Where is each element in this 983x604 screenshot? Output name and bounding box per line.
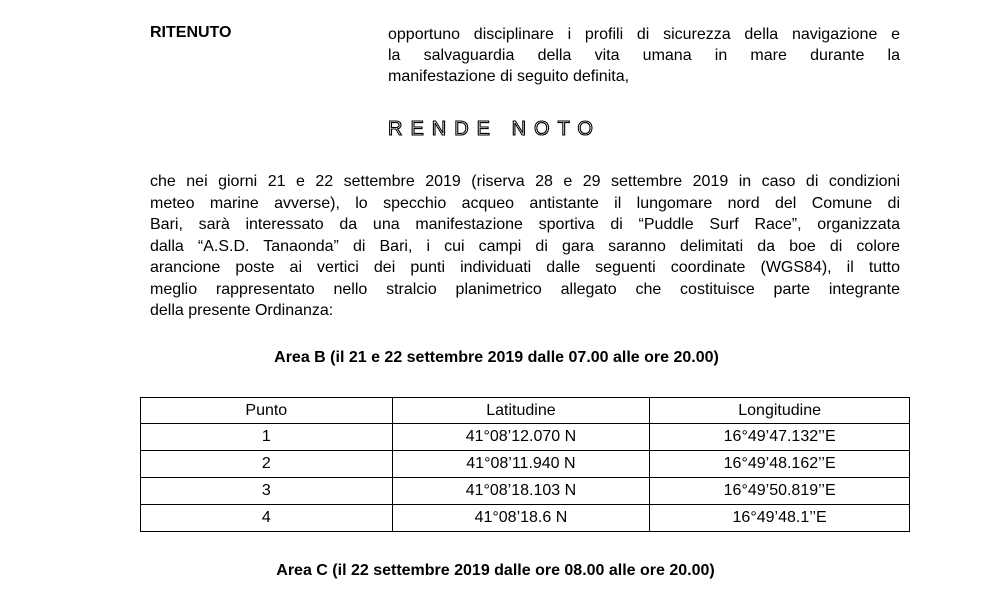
paragraph-line: dalla “A.S.D. Tanaonda” di Bari, i cui campi di gara saranno delimitati da boe di colore bbox=[150, 237, 900, 255]
column-header-latitudine: Latitudine bbox=[392, 398, 650, 424]
paragraph-line: meglio rappresentato nello stralcio planimetrico allegato che costituisce parte integrante bbox=[150, 280, 900, 298]
cell-latitudine: 41°08’11.940 N bbox=[392, 451, 650, 478]
cell-longitudine: 16°49’47.132’’E bbox=[650, 424, 910, 451]
table-row bbox=[141, 424, 910, 451]
cell-punto: 3 bbox=[141, 478, 393, 505]
column-header-punto: Punto bbox=[141, 398, 393, 424]
paragraph-line: meteo marine avverse), lo specchio acqueo antistante il lungomare nord del Comune di bbox=[150, 194, 900, 212]
ritenuto-line: opportuno disciplinare i profili di sicurezza della navigazione e bbox=[388, 26, 900, 43]
table-row bbox=[141, 478, 910, 505]
table-row bbox=[141, 505, 910, 532]
column-header-longitudine: Longitudine bbox=[650, 398, 910, 424]
rende-noto-heading: RENDE NOTO bbox=[388, 118, 601, 140]
body-paragraph bbox=[150, 171, 900, 322]
area-b-title: Area B (il 21 e 22 settembre 2019 dalle 07.00 alle ore 20.00) bbox=[274, 349, 719, 366]
cell-punto: 4 bbox=[141, 505, 393, 532]
ritenuto-line: manifestazione di seguito definita, bbox=[388, 68, 630, 85]
area-c-title: Area C (il 22 settembre 2019 dalle ore 08.00 alle ore 20.00) bbox=[276, 562, 715, 579]
table-header-row bbox=[141, 398, 910, 424]
ritenuto-label: RITENUTO bbox=[150, 24, 232, 41]
cell-longitudine: 16°49’48.1’’E bbox=[650, 505, 910, 532]
cell-punto: 1 bbox=[141, 424, 393, 451]
cell-latitudine: 41°08’18.103 N bbox=[392, 478, 650, 505]
cell-longitudine: 16°49’50.819’’E bbox=[650, 478, 910, 505]
ritenuto-line: la salvaguardia della vita umana in mare durante la bbox=[388, 47, 900, 64]
paragraph-line: arancione poste ai vertici dei punti individuati dalle seguenti coordinate (WGS84), il tutto bbox=[150, 259, 900, 276]
area-b-coordinates-table bbox=[140, 397, 910, 532]
cell-latitudine: 41°08’18.6 N bbox=[392, 505, 650, 532]
paragraph-line: che nei giorni 21 e 22 settembre 2019 (riserva 28 e 29 settembre 2019 in caso di condizioni bbox=[150, 173, 900, 190]
paragraph-line: Bari, sarà interessato da una manifestazione sportiva di “Puddle Surf Race”, organizzata bbox=[150, 216, 900, 233]
ritenuto-text bbox=[388, 24, 900, 87]
table-row bbox=[141, 451, 910, 478]
cell-latitudine: 41°08’12.070 N bbox=[392, 424, 650, 451]
cell-punto: 2 bbox=[141, 451, 393, 478]
paragraph-line: della presente Ordinanza: bbox=[150, 302, 334, 319]
cell-longitudine: 16°49’48.162’’E bbox=[650, 451, 910, 478]
